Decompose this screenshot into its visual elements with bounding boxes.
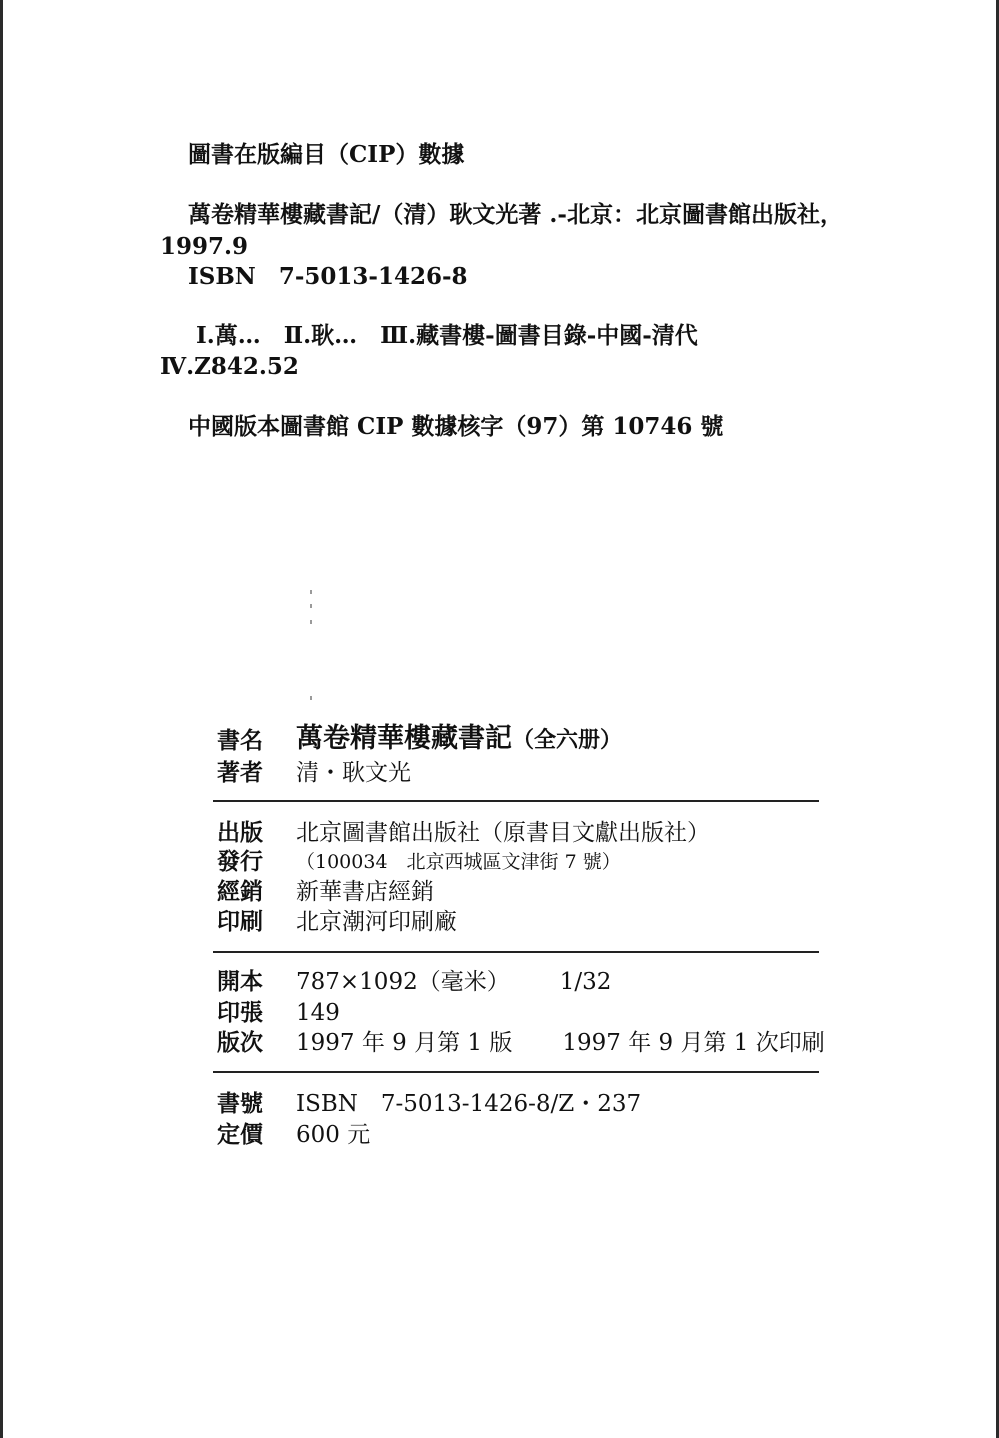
printer-label: 印刷 — [217, 908, 263, 935]
title-label: 書名 — [217, 727, 263, 754]
printing-date: 1997 年 9 月第 1 次印刷 — [562, 1030, 825, 1056]
cip-approval-number: 中國版本圖書館 CIP 數據核字（97）第 10746 號 — [188, 413, 724, 440]
price-label: 定價 — [217, 1121, 263, 1148]
format-fraction: 1/32 — [559, 969, 612, 995]
format-label: 開本 — [217, 968, 263, 995]
book-title-text: 萬卷精華樓藏書記 — [296, 723, 512, 754]
sales-label: 經銷 — [217, 878, 263, 905]
cip-title: 圖書在版編目（CIP）數據 — [188, 141, 465, 168]
cip-description: 萬卷精華樓藏書記/（清）耿文光著 .-北京：北京圖書館出版社，1997.9 — [160, 201, 843, 260]
author-value: 清・耿文光 — [296, 760, 411, 786]
book-number-value: ISBN 7-5013-1426-8/Z・237 — [296, 1091, 642, 1117]
book-number-label: 書號 — [217, 1090, 263, 1117]
format-size: 787×1092（毫米） — [296, 969, 510, 995]
edition-date: 1997 年 9 月第 1 版 — [296, 1030, 513, 1056]
scan-edge-left — [0, 0, 3, 1438]
cip-subject-headings: Ⅰ.萬… Ⅱ.耿… Ⅲ.藏書樓-圖書目錄-中國-清代 — [196, 322, 698, 349]
volume-count: （全六册） — [512, 727, 623, 753]
publisher-value: 北京圖書館出版社（原書目文獻出版社） — [296, 820, 710, 846]
publisher-label: 出版 — [217, 819, 263, 846]
sales-value: 新華書店經銷 — [296, 879, 434, 905]
distribution-address: （100034 北京西城區文津街 7 號） — [296, 851, 621, 873]
price-value: 600 元 — [296, 1122, 371, 1148]
title-value — [296, 724, 622, 755]
divider-3 — [213, 1071, 819, 1073]
edition-label: 版次 — [217, 1029, 263, 1056]
cip-isbn: ISBN 7-5013-1426-8 — [188, 263, 468, 290]
cip-classification: Ⅳ.Z842.52 — [160, 353, 299, 380]
divider-2 — [213, 951, 819, 953]
divider-1 — [213, 800, 819, 802]
author-label: 著者 — [217, 759, 263, 786]
sheets-value: 149 — [296, 1000, 340, 1026]
sheets-label: 印張 — [217, 999, 263, 1026]
format-value — [296, 967, 611, 997]
distribution-label: 發行 — [217, 848, 263, 875]
printer-value: 北京潮河印刷廠 — [296, 909, 457, 935]
edition-value — [296, 1028, 825, 1058]
scan-specks — [310, 590, 314, 710]
